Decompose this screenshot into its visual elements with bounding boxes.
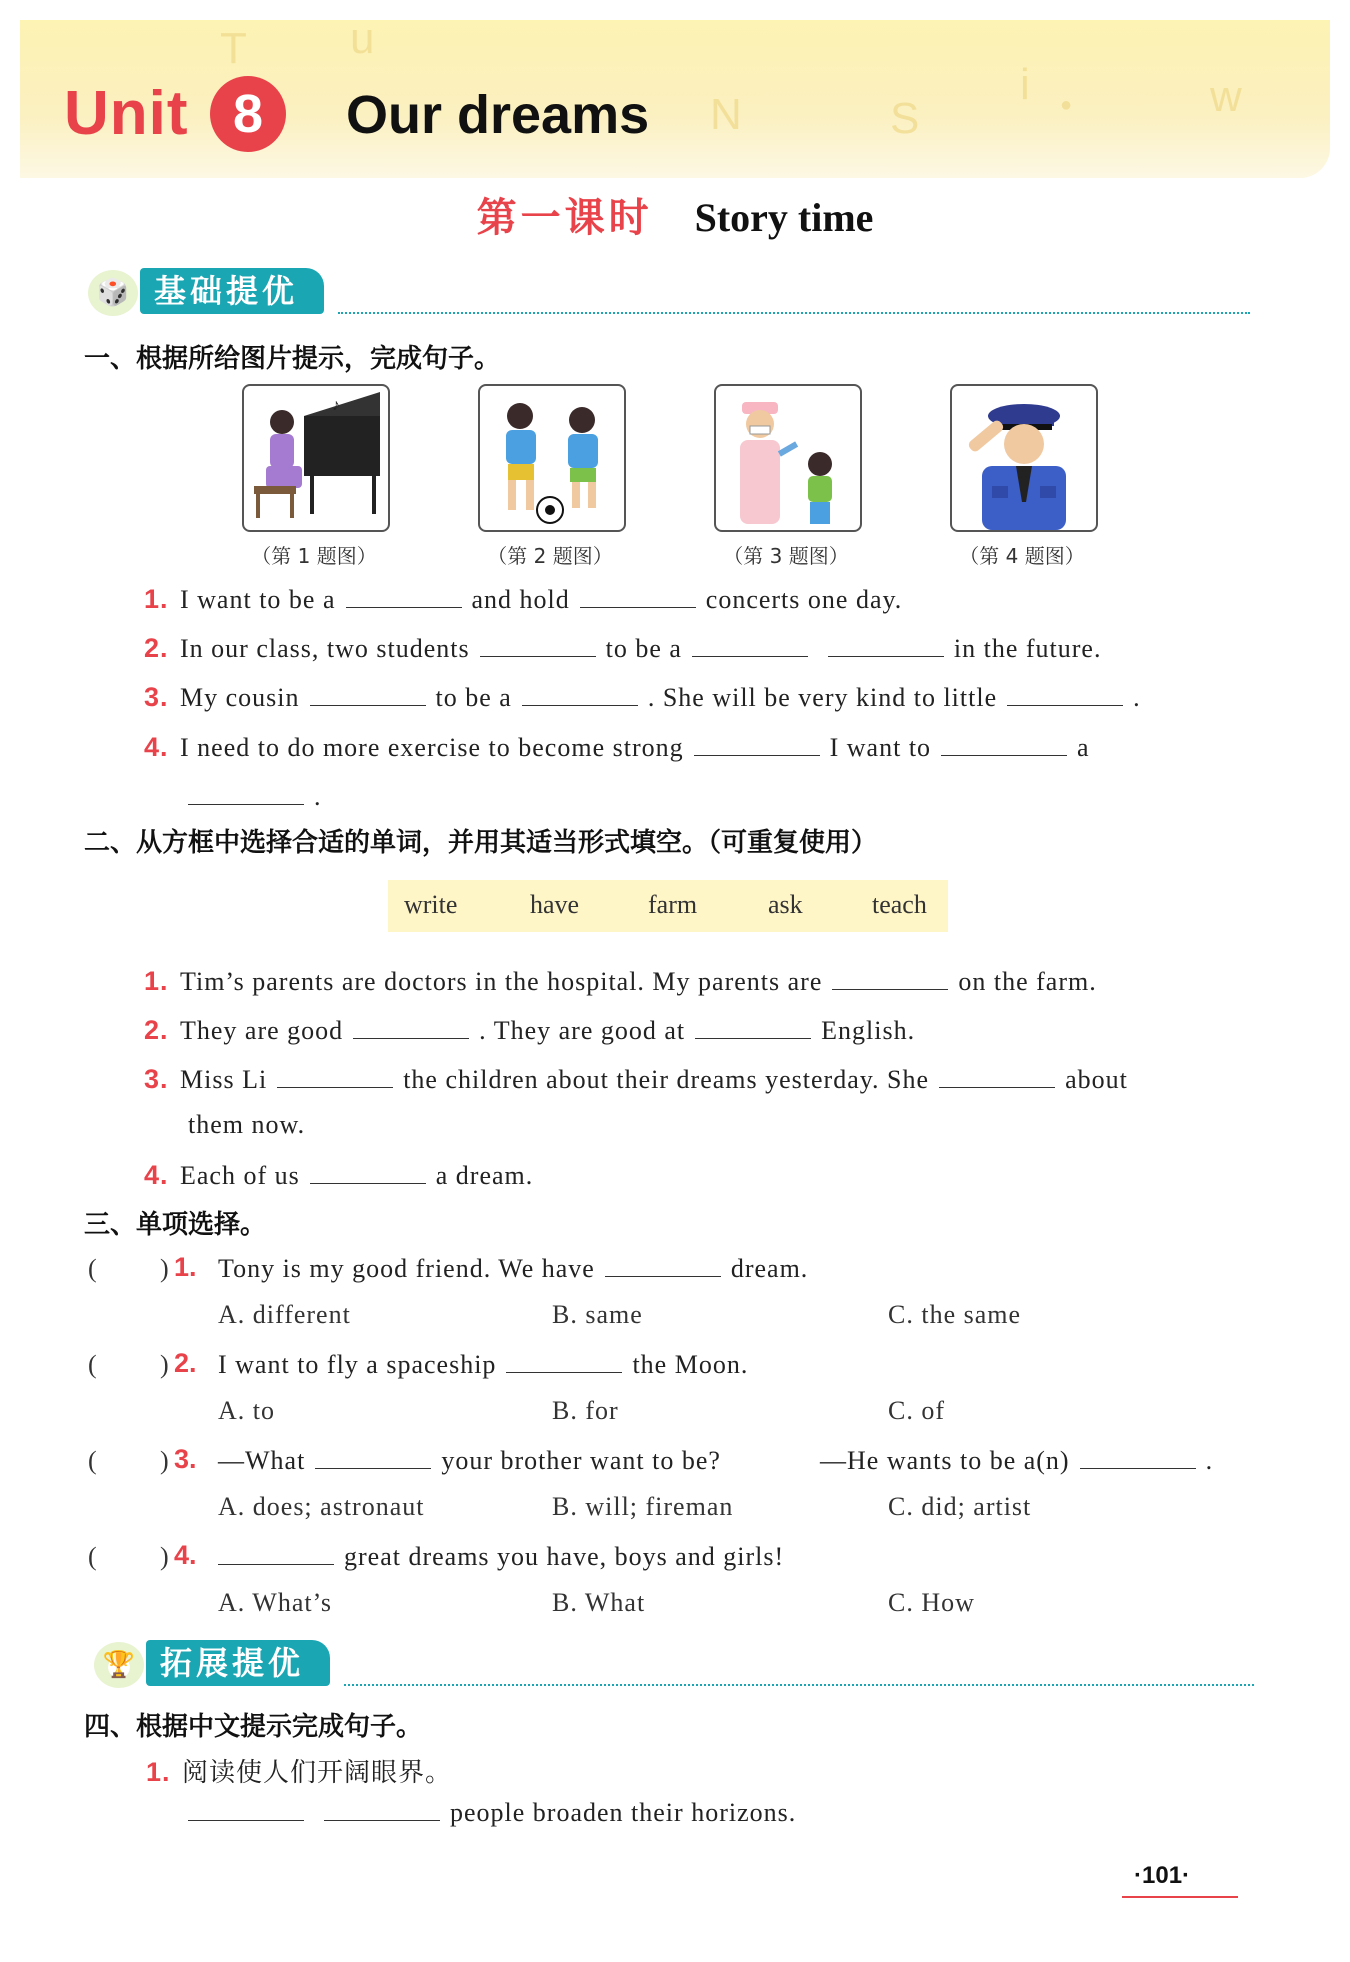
picture-caption-4: （第 4 题图） xyxy=(959,544,1085,568)
part2-question-1: 1. Tim’s parents are doctors in the hospital. My parents are on the farm. xyxy=(144,966,1097,996)
section-badge-label: 拓展提优 xyxy=(146,1640,330,1686)
lesson-title-en: Story time xyxy=(694,195,874,240)
part3-question-4: great dreams you have, boys and girls! xyxy=(218,1542,784,1572)
part2-question-3-continued: them now. xyxy=(188,1110,306,1139)
picture-footballers xyxy=(478,384,626,532)
question-number: 3. xyxy=(174,1444,197,1474)
answer-blank[interactable] xyxy=(324,1800,440,1821)
answer-blank[interactable] xyxy=(310,1163,426,1184)
part3-question-1: Tony is my good friend. We have dream. xyxy=(218,1254,809,1283)
part2-question-3: 3. Miss Li the children about their dreams yesterday. She about xyxy=(144,1064,1128,1094)
answer-blank[interactable] xyxy=(828,636,944,657)
decor-letter-u: u xyxy=(350,14,375,63)
section-divider xyxy=(344,1684,1254,1686)
svg-text:♪: ♪ xyxy=(332,397,340,414)
decor-dot: ● xyxy=(1060,94,1073,116)
part1-title: 一、根据所给图片提示，完成句子。 xyxy=(84,344,501,374)
question-number: 2. xyxy=(174,1348,197,1378)
part2-title: 二、从方框中选择合适的单词，并用其适当形式填空。（可重复使用） xyxy=(84,828,878,858)
decor-letter-i: i xyxy=(1020,60,1030,109)
section-badge-label: 基础提优 xyxy=(140,268,324,314)
answer-blank[interactable] xyxy=(188,1800,304,1821)
answer-blank[interactable] xyxy=(695,1018,811,1039)
part2-question-4: 4. Each of us a dream. xyxy=(144,1160,534,1190)
option-b[interactable]: B. same xyxy=(552,1300,643,1329)
section-divider xyxy=(338,312,1250,314)
page-number: ·101· xyxy=(1134,1862,1191,1889)
part1-question-4-continued: . xyxy=(180,782,322,812)
page-number-underline xyxy=(1122,1896,1238,1898)
option-b[interactable]: B. What xyxy=(552,1588,646,1617)
answer-blank[interactable] xyxy=(218,1544,334,1565)
answer-paren-open: ( xyxy=(88,1350,97,1379)
picture-pianist xyxy=(242,384,390,532)
answer-blank[interactable] xyxy=(580,587,696,608)
option-c[interactable]: C. of xyxy=(888,1396,945,1425)
answer-blank[interactable] xyxy=(353,1018,469,1039)
unit-label: Unit xyxy=(64,79,189,148)
option-a[interactable]: A. What’s xyxy=(218,1588,332,1617)
word-box-item: teach xyxy=(872,890,927,919)
answer-blank[interactable] xyxy=(605,1256,721,1277)
part3-question-2: I want to fly a spaceship the Moon. xyxy=(218,1350,749,1379)
part3-question-3: —What your brother want to be? xyxy=(218,1446,721,1475)
decor-letter-s: S xyxy=(890,94,920,143)
unit-number-badge: 8 xyxy=(210,76,286,152)
option-a[interactable]: A. to xyxy=(218,1396,275,1425)
answer-paren-open: ( xyxy=(88,1254,97,1283)
lesson-title xyxy=(0,186,1350,243)
word-box-item: farm xyxy=(648,890,698,919)
answer-blank[interactable] xyxy=(522,685,638,706)
part4-question-1-answer: people broaden their horizons. xyxy=(180,1798,796,1828)
answer-blank[interactable] xyxy=(694,735,820,756)
word-box xyxy=(388,880,948,932)
answer-blank[interactable] xyxy=(1080,1448,1196,1469)
option-a[interactable]: A. does; astronaut xyxy=(218,1492,425,1521)
answer-blank[interactable] xyxy=(941,735,1067,756)
answer-blank[interactable] xyxy=(506,1352,622,1373)
part4-question-1: 1. 阅读使人们开阔眼界。 xyxy=(146,1757,453,1788)
cube-icon: 🎲 xyxy=(88,270,138,316)
answer-blank[interactable] xyxy=(939,1067,1055,1088)
section-badge-basic xyxy=(88,268,1250,318)
trophy-icon: 🏆 xyxy=(94,1642,144,1688)
part1-question-4: 4. I need to do more exercise to become strong I want to a xyxy=(144,732,1090,762)
answer-blank[interactable] xyxy=(346,587,462,608)
answer-blank[interactable] xyxy=(480,636,596,657)
answer-paren-close: ) xyxy=(160,1542,169,1571)
decor-letter-t: T xyxy=(220,24,247,73)
word-box-item: have xyxy=(530,890,580,919)
answer-blank[interactable] xyxy=(277,1067,393,1088)
section-badge-extension xyxy=(94,1640,1254,1690)
lesson-title-cn: 第一课时 xyxy=(476,195,653,241)
picture-police-officer xyxy=(950,384,1098,532)
answer-paren-close: ) xyxy=(160,1254,169,1283)
answer-blank[interactable] xyxy=(188,784,304,805)
word-box-item: ask xyxy=(768,890,803,919)
part3-title: 三、单项选择。 xyxy=(84,1210,267,1240)
decor-letter-w: w xyxy=(1210,72,1242,121)
part2-question-2: 2. They are good . They are good at English. xyxy=(144,1015,916,1045)
part1-question-1: 1. I want to be a and hold concerts one day. xyxy=(144,584,903,614)
part4-title: 四、根据中文提示完成句子。 xyxy=(84,1712,423,1742)
option-c[interactable]: C. How xyxy=(888,1588,975,1617)
answer-paren-close: ) xyxy=(160,1446,169,1475)
answer-blank[interactable] xyxy=(1007,685,1123,706)
answer-blank[interactable] xyxy=(832,969,948,990)
answer-paren-close: ) xyxy=(160,1350,169,1379)
option-a[interactable]: A. different xyxy=(218,1300,351,1329)
word-box-item: write xyxy=(404,890,458,919)
answer-paren-open: ( xyxy=(88,1446,97,1475)
question-number: 1. xyxy=(174,1252,197,1282)
picture-caption-3: （第 3 题图） xyxy=(723,544,849,568)
option-b[interactable]: B. will; fireman xyxy=(552,1492,734,1521)
answer-paren-open: ( xyxy=(88,1542,97,1571)
answer-blank[interactable] xyxy=(310,685,426,706)
unit-title: Our dreams xyxy=(346,85,650,145)
part3-question-3-answer: —He wants to be a(n) . xyxy=(820,1446,1214,1475)
option-c[interactable]: C. did; artist xyxy=(888,1492,1032,1521)
answer-blank[interactable] xyxy=(315,1448,431,1469)
picture-caption-1: （第 1 题图） xyxy=(251,544,377,568)
option-c[interactable]: C. the same xyxy=(888,1300,1022,1329)
option-b[interactable]: B. for xyxy=(552,1396,619,1425)
picture-nurse-child xyxy=(714,384,862,532)
decor-letter-n: N xyxy=(710,90,742,139)
answer-blank[interactable] xyxy=(692,636,808,657)
question-number: 4. xyxy=(174,1540,197,1570)
part1-question-3: 3. My cousin to be a . She will be very kind to little . xyxy=(144,682,1141,712)
picture-caption-2: （第 2 题图） xyxy=(487,544,613,568)
part1-question-2: 2. In our class, two students to be a in the future. xyxy=(144,633,1102,663)
